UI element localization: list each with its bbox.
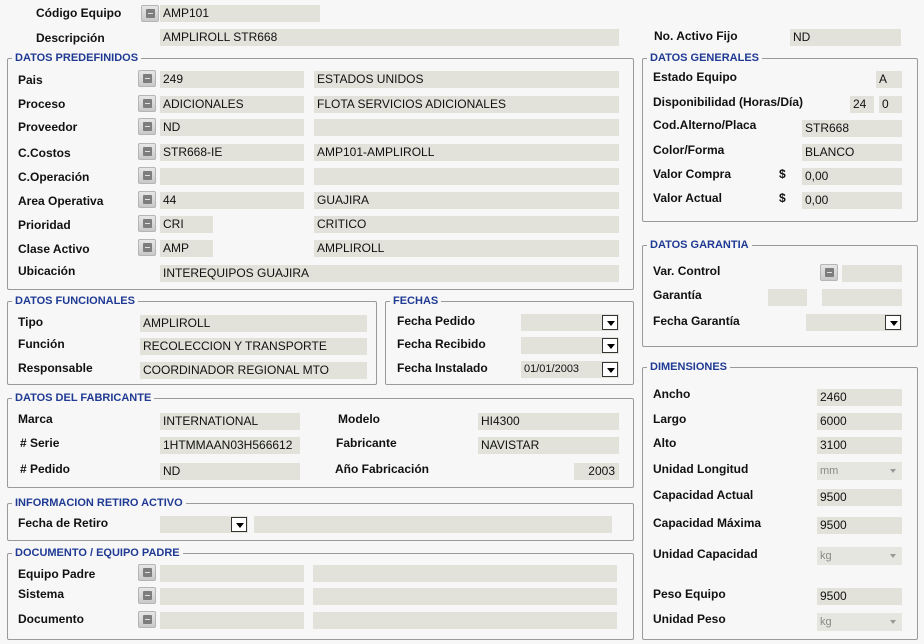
peso-equipo-field[interactable]: 9500	[817, 588, 902, 605]
ccostos-code-field[interactable]: STR668-IE	[160, 144, 304, 161]
sistema-label: Sistema	[18, 587, 65, 601]
equipo-padre-label: Equipo Padre	[18, 567, 96, 581]
color-label: Color/Forma	[653, 143, 725, 157]
cod-alterno-field[interactable]: STR668	[802, 120, 902, 137]
coperacion-code-field[interactable]	[160, 168, 304, 185]
capacidad-maxima-label: Capacidad Máxima	[653, 516, 762, 530]
tipo-field[interactable]: AMPLIROLL	[140, 315, 367, 332]
section-title: DATOS GARANTIA	[647, 238, 752, 252]
lookup-icon	[146, 9, 155, 18]
documento-label: Documento	[18, 612, 84, 626]
pais-code-field[interactable]: 249	[160, 71, 304, 88]
descripcion-field[interactable]: AMPLIROLL STR668	[160, 29, 619, 46]
proveedor-code-field[interactable]: ND	[160, 119, 304, 136]
anio-field[interactable]: 2003	[574, 463, 619, 480]
var-control-label: Var. Control	[653, 264, 721, 278]
section-title: FECHAS	[390, 294, 441, 308]
fecha-instalado-dropdown[interactable]	[521, 361, 619, 378]
pais-desc-field: ESTADOS UNIDOS	[314, 71, 619, 88]
capacidad-maxima-field[interactable]: 9500	[817, 517, 902, 534]
fabricante-label: Fabricante	[336, 436, 397, 450]
pedido-label: # Pedido	[20, 462, 71, 476]
lookup-icon	[143, 568, 152, 577]
currency-symbol: $	[779, 191, 786, 205]
chevron-down-icon[interactable]	[602, 338, 618, 353]
serie-label: # Serie	[20, 436, 60, 450]
codigo-equipo-field[interactable]: AMP101	[160, 5, 320, 22]
section-title: DATOS DEL FABRICANTE	[12, 391, 154, 405]
lookup-icon	[143, 615, 152, 624]
pais-label: Pais	[18, 73, 43, 87]
valor-compra-field[interactable]: 0,00	[802, 168, 902, 185]
unidad-longitud-label: Unidad Longitud	[653, 462, 749, 476]
section-title: DATOS FUNCIONALES	[12, 294, 138, 308]
marca-label: Marca	[18, 412, 53, 426]
unidad-peso-select[interactable]	[817, 613, 902, 631]
section-title: DIMENSIONES	[647, 360, 730, 374]
lookup-icon	[143, 122, 152, 131]
select-value: kg	[820, 616, 832, 628]
section-title: DATOS GENERALES	[647, 51, 762, 65]
var-control-field[interactable]	[842, 265, 902, 282]
fecha-retiro-dropdown[interactable]	[160, 516, 248, 533]
unidad-peso-label: Unidad Peso	[653, 612, 726, 626]
equipo-padre-lookup-button[interactable]	[138, 564, 156, 581]
pedido-field[interactable]: ND	[160, 463, 300, 480]
lookup-icon	[143, 99, 152, 108]
lookup-icon	[143, 219, 152, 228]
coperacion-desc-field	[314, 168, 619, 185]
ccostos-lookup-button[interactable]	[138, 143, 156, 160]
clase-desc-field: AMPLIROLL	[314, 240, 619, 257]
lookup-icon	[143, 147, 152, 156]
sistema-lookup-button[interactable]	[138, 587, 156, 604]
proceso-code-field[interactable]: ADICIONALES	[160, 96, 304, 113]
lookup-icon	[143, 171, 152, 180]
responsable-label: Responsable	[18, 361, 93, 375]
fecha-recibido-label: Fecha Recibido	[397, 337, 486, 351]
lookup-icon	[825, 268, 834, 277]
select-value: mm	[820, 465, 839, 477]
prioridad-lookup-button[interactable]	[138, 215, 156, 232]
clase-activo-label: Clase Activo	[18, 242, 90, 256]
fecha-recibido-dropdown[interactable]	[521, 337, 619, 354]
fecha-garantia-dropdown[interactable]	[806, 314, 902, 331]
serie-field[interactable]: 1HTMMAAN03H566612	[160, 437, 300, 454]
fecha-pedido-dropdown[interactable]	[521, 314, 619, 331]
lookup-icon	[143, 243, 152, 252]
descripcion-label: Descripción	[36, 31, 105, 45]
var-control-lookup-button[interactable]	[820, 264, 838, 281]
clase-lookup-button[interactable]	[138, 239, 156, 256]
unidad-longitud-select[interactable]	[817, 462, 902, 480]
responsable-field[interactable]: COORDINADOR REGIONAL MTO	[140, 362, 367, 379]
sistema-code-field[interactable]	[160, 588, 304, 605]
proveedor-lookup-button[interactable]	[138, 118, 156, 135]
documento-lookup-button[interactable]	[138, 611, 156, 628]
lookup-icon	[143, 591, 152, 600]
chevron-down-icon[interactable]	[602, 315, 618, 330]
section-title: INFORMACION RETIRO ACTIVO	[12, 496, 186, 510]
section-title: DATOS PREDEFINIDOS	[12, 51, 141, 65]
disp-dias-field[interactable]: 0	[879, 96, 902, 113]
garantia-label: Garantía	[653, 288, 702, 302]
ancho-label: Ancho	[653, 387, 691, 401]
activo-fijo-field[interactable]: ND	[790, 29, 901, 46]
area-lookup-button[interactable]	[138, 191, 156, 208]
fecha-pedido-label: Fecha Pedido	[397, 314, 476, 328]
section-title: DOCUMENTO / EQUIPO PADRE	[12, 546, 183, 560]
chevron-down-icon	[890, 620, 896, 624]
capacidad-actual-label: Capacidad Actual	[653, 488, 754, 502]
documento-code-field[interactable]	[160, 612, 304, 629]
alto-field[interactable]: 3100	[817, 437, 902, 454]
currency-symbol: $	[779, 167, 786, 181]
area-code-field[interactable]: 44	[160, 192, 304, 209]
chevron-down-icon[interactable]	[231, 517, 247, 532]
select-value: kg	[820, 550, 832, 562]
prioridad-label: Prioridad	[18, 218, 71, 232]
estado-field[interactable]: A	[876, 71, 902, 88]
prioridad-desc-field: CRITICO	[314, 216, 619, 233]
proceso-lookup-button[interactable]	[138, 95, 156, 112]
unidad-capacidad-select[interactable]	[817, 547, 902, 565]
chevron-down-icon	[890, 469, 896, 473]
codigo-lookup-button[interactable]	[141, 5, 159, 22]
ubicacion-field[interactable]: INTEREQUIPOS GUAJIRA	[160, 265, 619, 282]
ccostos-label: C.Costos	[18, 146, 71, 160]
proveedor-label: Proveedor	[18, 120, 78, 134]
funcion-label: Función	[18, 337, 65, 351]
proceso-desc-field: FLOTA SERVICIOS ADICIONALES	[314, 96, 619, 113]
pais-lookup-button[interactable]	[138, 70, 156, 87]
modelo-label: Modelo	[338, 412, 380, 426]
largo-field[interactable]: 6000	[817, 413, 902, 430]
prioridad-code-field[interactable]: CRI	[160, 216, 213, 233]
dropdown-value: 01/01/2003	[524, 363, 580, 375]
equipo-padre-code-field[interactable]	[160, 565, 304, 582]
coperacion-lookup-button[interactable]	[138, 167, 156, 184]
peso-equipo-label: Peso Equipo	[653, 587, 726, 601]
documento-desc-field	[313, 612, 617, 629]
garantia-field-2[interactable]	[822, 289, 902, 306]
fecha-instalado-label: Fecha Instalado	[397, 361, 488, 375]
area-operativa-label: Area Operativa	[18, 194, 104, 208]
anio-label: Año Fabricación	[335, 462, 430, 476]
funcion-field[interactable]: RECOLECCION Y TRANSPORTE	[140, 338, 367, 355]
clase-code-field[interactable]: AMP	[160, 240, 213, 257]
lookup-icon	[143, 74, 152, 83]
alto-label: Alto	[653, 436, 677, 450]
ubicacion-label: Ubicación	[18, 264, 76, 278]
valor-actual-field[interactable]: 0,00	[802, 192, 902, 209]
chevron-down-icon	[890, 554, 896, 558]
proveedor-desc-field	[314, 119, 619, 136]
chevron-down-icon[interactable]	[885, 315, 901, 330]
largo-label: Largo	[653, 412, 687, 426]
retiro-extra-field[interactable]	[254, 516, 612, 533]
marca-field[interactable]: INTERNATIONAL	[160, 413, 300, 430]
valor-compra-label: Valor Compra	[653, 167, 732, 181]
lookup-icon	[143, 195, 152, 204]
fabricante-field[interactable]: NAVISTAR	[478, 437, 619, 454]
ancho-field[interactable]: 2460	[817, 389, 902, 406]
cod-alterno-label: Cod.Alterno/Placa	[653, 118, 757, 132]
area-desc-field: GUAJIRA	[314, 192, 619, 209]
tipo-label: Tipo	[18, 315, 44, 329]
ccostos-desc-field: AMP101-AMPLIROLL	[314, 144, 619, 161]
fecha-garantia-label: Fecha Garantía	[653, 314, 740, 328]
equipo-padre-desc-field	[313, 565, 617, 582]
estado-label: Estado Equipo	[653, 70, 737, 84]
disponibilidad-label: Disponibilidad (Horas/Día)	[653, 95, 804, 109]
color-field[interactable]: BLANCO	[802, 144, 902, 161]
coperacion-label: C.Operación	[18, 170, 90, 184]
proceso-label: Proceso	[18, 97, 66, 111]
capacidad-actual-field[interactable]: 9500	[817, 489, 902, 506]
sistema-desc-field	[313, 588, 617, 605]
codigo-equipo-label: Código Equipo	[36, 6, 122, 20]
activo-fijo-label: No. Activo Fijo	[654, 29, 738, 43]
unidad-capacidad-label: Unidad Capacidad	[653, 547, 758, 561]
garantia-field-1[interactable]	[768, 289, 807, 306]
fecha-retiro-label: Fecha de Retiro	[18, 516, 109, 530]
chevron-down-icon[interactable]	[602, 362, 618, 377]
modelo-field[interactable]: HI4300	[478, 413, 619, 430]
valor-actual-label: Valor Actual	[653, 191, 722, 205]
disp-horas-field[interactable]: 24	[850, 96, 874, 113]
